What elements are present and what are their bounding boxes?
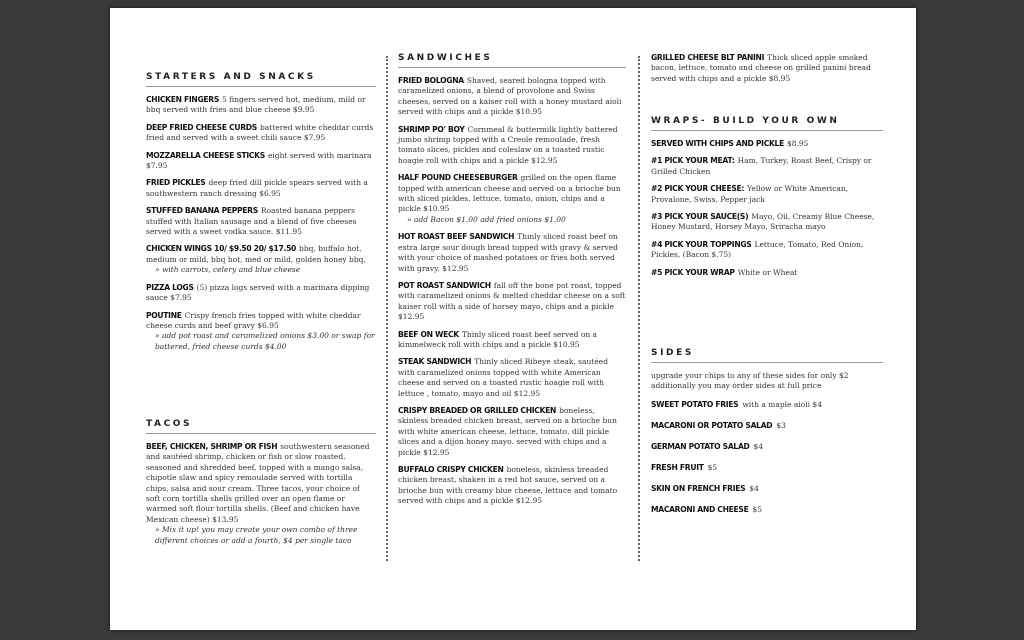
menu-item-beef-on-weck: BEEF ON WECK Thinly sliced roast beef served on a kimmelweck roll with chips and a pickle $10.95 xyxy=(398,329,598,349)
section-title: SANDWICHES xyxy=(398,53,626,68)
section-title: STARTERS AND SNACKS xyxy=(146,72,376,87)
section-starters xyxy=(146,72,376,359)
sides-intro: upgrade your chips to any of these sides for only $2 additionally you may order sides at full price xyxy=(651,371,849,391)
item-note: » add pot roast and caramelized onions $3.00 or swap for battered, fried cheese curds $4.00 xyxy=(155,331,375,351)
menu-item-mozzarella-sticks: MOZZARELLA CHEESE STICKS eight served with marinara $7.95 xyxy=(146,150,372,171)
item-note: » add Bacon $1.00 add fried onions $1.00 xyxy=(407,214,566,224)
menu-item-crispy-chicken: CRISPY BREADED OR GRILLED CHICKEN boneless, skinless breaded chicken breast, served on a brioche bun with white american cheese, lettuce, tomato, dill pickle slices and a dijon honey mayo. served with chips and a pickle $12.95 xyxy=(398,405,617,457)
menu-item-pizza-logs: PIZZA LOGS (5) pizza logs served with a marinara dipping sauce $7.95 xyxy=(146,282,370,303)
menu-item-pot-roast: POT ROAST SANDWICH fall off the bone pot roast, topped with caramelized onions & melted cheddar cheese on a soft kaiser roll with a side of horsey mayo, chips and a pickle $12.95 xyxy=(398,280,626,322)
wrap-option: #3 PICK YOUR SAUCE(S) Mayo, Oil, Creamy Blue Cheese, Honey Mustard, Horsey Mayo, Sriracha mayo xyxy=(651,212,875,232)
section-title: SIDES xyxy=(651,348,883,363)
menu-page xyxy=(110,8,916,630)
menu-item-buffalo-chicken: BUFFALO CRISPY CHICKEN boneless, skinless breaded chicken breast, shaken in a red hot sauce, served on a brioche bun with creamy blue cheese, lettuce and tomato served with chips and a pickle $12.95 xyxy=(398,465,618,506)
side-item: MACARONI AND CHEESE $5 xyxy=(651,504,762,514)
menu-item-fried-pickles: FRIED PICKLES deep fried dill pickle spears served with a southwestern ranch dressing $6.95 xyxy=(146,178,368,198)
menu-item-steak-sandwich: STEAK SANDWICH Thinly sliced Ribeye steak, sautéed with caramelized onions topped with white American cheese and served on a toasted rustic hoagie roll with lettuce , tomato, mayo and oil $12.95 xyxy=(398,357,609,398)
section-panini xyxy=(651,53,883,91)
wrap-option: #1 PICK YOUR MEAT: Ham, Turkey, Roast Beef, Crispy or Grilled Chicken xyxy=(651,156,872,176)
wrap-option: #2 PICK YOUR CHEESE: Yellow or White American, Provalone, Swiss, Pepper jack xyxy=(651,184,849,204)
column-divider xyxy=(386,56,388,561)
side-item: FRESH FRUIT $5 xyxy=(651,462,718,472)
section-title: TACOS xyxy=(146,419,376,434)
menu-item-banana-peppers: STUFFED BANANA PEPPERS Roasted banana peppers stuffed with Italian sausage and a blend of five cheeses served with a sweet vodka sauce. $11.95 xyxy=(146,206,357,237)
item-note: » Mix it up! you may create your own combo of three different choices or add a fourth, $4 per single taco xyxy=(155,525,358,545)
side-item: SKIN ON FRENCH FRIES $4 xyxy=(651,483,759,493)
section-sides xyxy=(651,348,883,526)
wrap-option: SERVED WITH CHIPS AND PICKLE $8.95 xyxy=(651,139,809,148)
menu-item-tacos: BEEF, CHICKEN, SHRIMP OR FISH southwestern seasoned and sautéed shrimp, chicken or fish or slow roasted, seasoned and shredded beef, topped with a mango salsa, chipotle slaw and spicy remoulade served with tortilla chips, salsa and sour cream. Three tacos, your choice of soft corn tortilla shells grilled over an open flame or warmed soft flour tortilla shells. (Beef and chicken have Mexican cheese) $13.95 » Mix it up! you may create your own combo of three different choices or add a fourth, $4 per single taco xyxy=(146,442,376,546)
menu-item-chicken-fingers: CHICKEN FINGERS 5 fingers served hot, medium, mild or bbq served with fries and blue cheese $9.95 xyxy=(146,95,366,115)
menu-item-blt-panini: GRILLED CHEESE BLT PANINI Thick sliced apple smoked bacon, lettuce, tomato and cheese on grilled panini bread served with chips and a pickle $8.95 xyxy=(651,53,871,83)
side-item: GERMAN POTATO SALAD $4 xyxy=(651,441,764,451)
section-wraps xyxy=(651,116,883,285)
menu-item-chicken-wings: CHICKEN WINGS 10/ $9.50 20/ $17.50 bbq, buffalo hot, medium or mild, bbq hot, med or mild, golden honey bbq, » with carrots, celery and blue cheese xyxy=(146,244,376,275)
column-divider xyxy=(638,56,640,561)
side-item: MACARONI OR POTATO SALAD $3 xyxy=(651,420,786,430)
section-sandwiches xyxy=(398,53,626,514)
menu-item-hot-roast-beef: HOT ROAST BEEF SANDWICH Thinly sliced roast beef on extra large sour dough bread topped with gravy & served with your choice of mashed potatoes or fries both served with gravy. $12.95 xyxy=(398,232,618,273)
section-title: WRAPS- BUILD YOUR OWN xyxy=(651,116,883,131)
wrap-option: #4 PICK YOUR TOPPINGS Lettuce, Tomato, Red Onion, Pickles, (Bacon $.75) xyxy=(651,239,864,260)
item-note: » with carrots, celery and blue cheese xyxy=(155,265,301,275)
menu-item-poutine: POUTINE Crispy french fries topped with white cheddar cheese curds and beef gravy $6.95 » add pot roast and caramelized onions $3.00 or swap for battered, fried cheese curds $4.00 xyxy=(146,310,375,351)
wrap-option: #5 PICK YOUR WRAP White or Wheat xyxy=(651,267,798,277)
menu-item-shrimp-po-boy: SHRIMP PO' BOY Cornmeal & buttermilk lightly battered jumbo shrimp topped with a Creole remoulade, fresh tomato slices, pickles and coleslaw on a toasted rustic hoagie roll with chips and a pickle $12.95 xyxy=(398,124,618,165)
menu-item-fried-bologna: FRIED BOLOGNA Shaved, seared bologna topped with caramelized onions, a blend of provolone and Swiss cheeses, served on a kaiser roll with a honey mustard aioli served with chips and a pickle $10.95 xyxy=(398,76,622,117)
section-tacos xyxy=(146,419,376,553)
side-item: SWEET POTATO FRIES with a maple aioli $4 xyxy=(651,399,822,409)
menu-item-cheese-curds: DEEP FRIED CHEESE CURDS battered white cheddar curds fried and served with a sweet chili sauce $7.95 xyxy=(146,122,374,143)
menu-item-cheeseburger: HALF POUND CHEESEBURGER grilled on the open flame topped with american cheese and served on a brioche bun with sliced pickles, lettuce, tomato, onion, chips and a pickle $10.95 » add Bacon $1.00 add fried onions $1.00 xyxy=(398,173,626,225)
